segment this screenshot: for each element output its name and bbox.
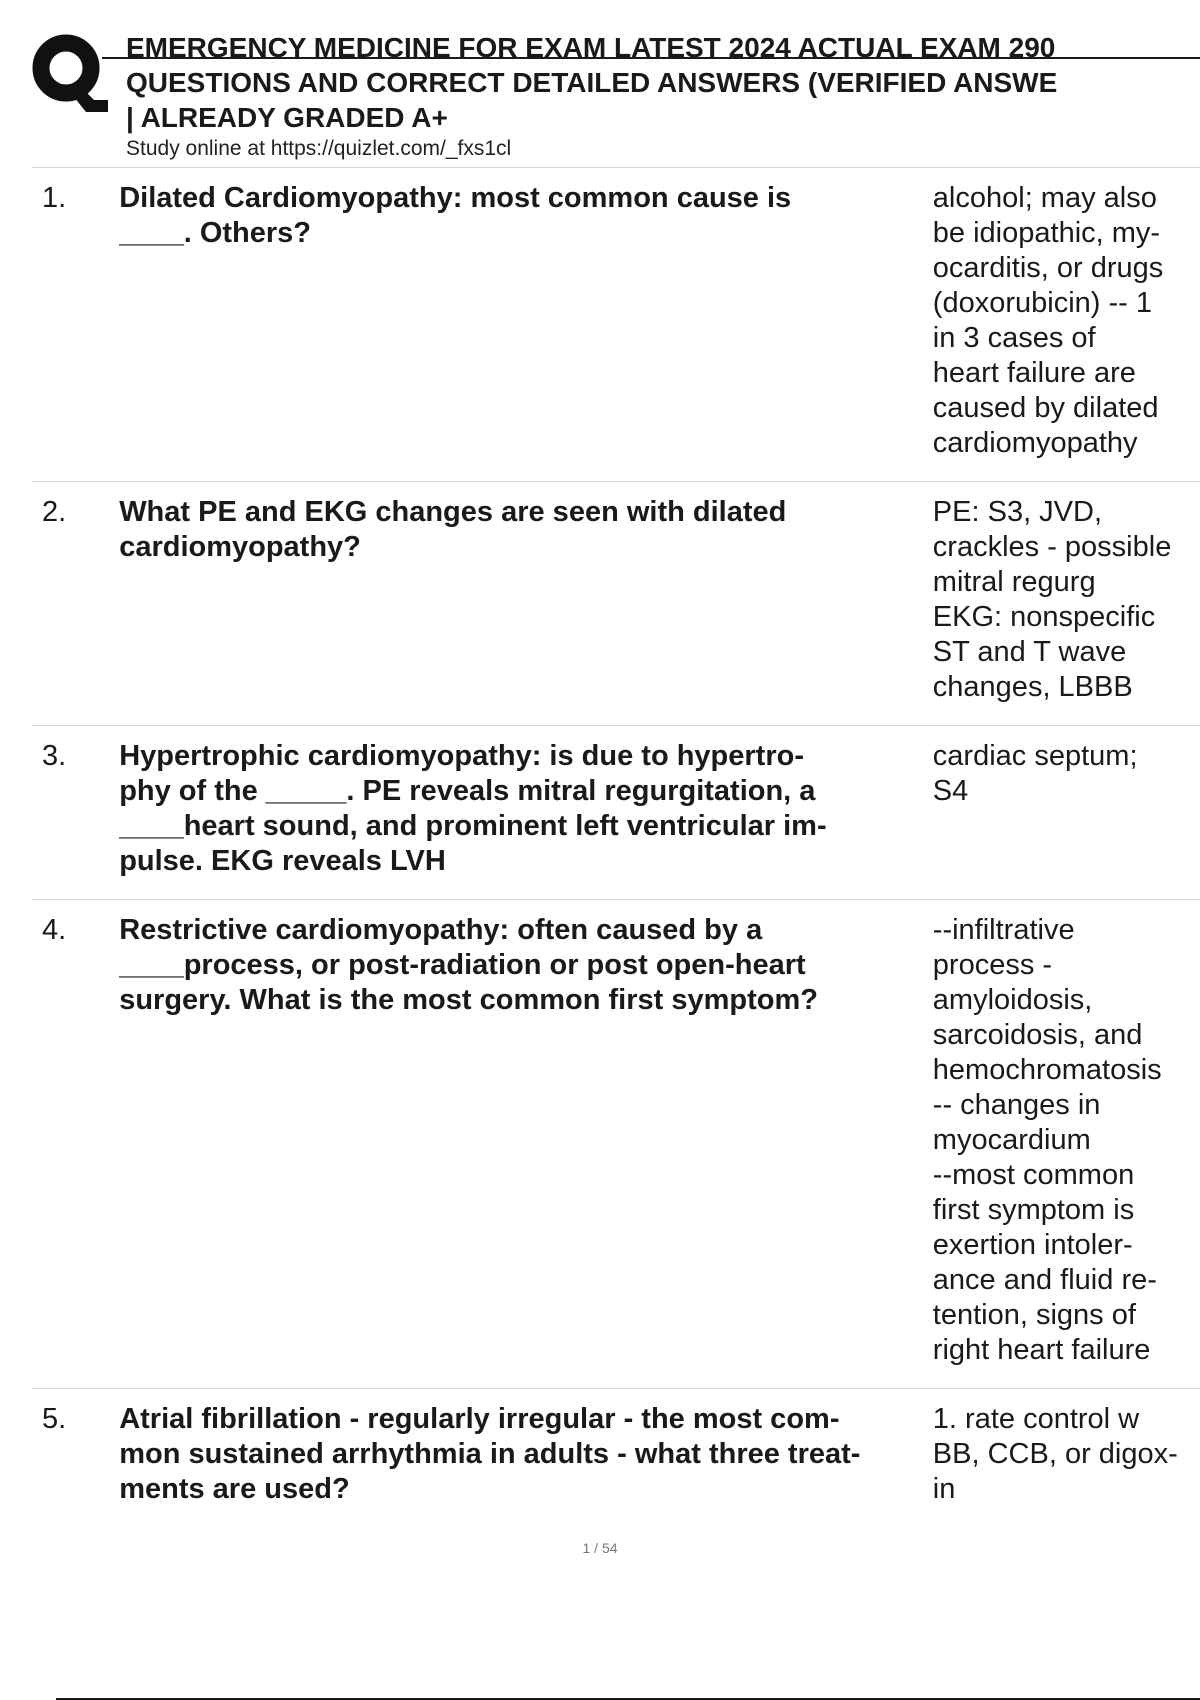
answer-text: [921, 181, 1200, 461]
answer-line: ocarditis, or drugs: [932, 252, 1164, 284]
item-number: 5.: [42, 1403, 67, 1435]
answer-line: myocardium: [932, 1124, 1091, 1156]
answer-line: --most common: [932, 1159, 1135, 1191]
answer-text: [921, 913, 1200, 1368]
answer-line: exertion intoler-: [932, 1229, 1133, 1261]
answer-text: [921, 495, 1200, 705]
qa-row: [32, 481, 1200, 725]
answer-line: cardiomyopathy: [932, 427, 1138, 459]
answer-line: caused by dilated: [932, 392, 1159, 424]
question-line: ments are used?: [119, 1473, 350, 1505]
item-number: 2.: [42, 496, 67, 528]
question-text: [119, 495, 921, 705]
answer-line: hemochromatosis: [932, 1054, 1162, 1086]
question-text: [119, 913, 921, 1368]
title-line: QUESTIONS AND CORRECT DETAILED ANSWERS (VERIFIED ANSWE: [126, 67, 1058, 98]
answer-line: amyloidosis,: [932, 984, 1093, 1016]
document-title: [126, 30, 1200, 135]
question-text: [119, 1402, 921, 1507]
question-line: mon sustained arrhythmia in adults - what three treat-: [119, 1438, 861, 1470]
answer-line: alcohol; may also: [932, 182, 1157, 214]
qa-row: [32, 1388, 1200, 1527]
title-line: | ALREADY GRADED A+: [126, 102, 448, 133]
answer-line: cardiac septum;: [932, 740, 1138, 772]
answer-line: be idiopathic, my-: [932, 217, 1161, 249]
answer-line: EKG: nonspecific: [932, 601, 1156, 633]
answer-line: -- changes in: [932, 1089, 1101, 1121]
qa-list: [32, 167, 1200, 1527]
question-line: ____process, or post-radiation or post open-heart: [119, 949, 806, 981]
qa-row: [32, 725, 1200, 899]
title-line: EMERGENCY MEDICINE FOR EXAM LATEST 2024 ACTUAL EXAM 290: [126, 32, 1056, 63]
answer-line: changes, LBBB: [932, 671, 1133, 703]
item-number: 4.: [42, 914, 67, 946]
question-line: phy of the _____. PE reveals mitral regurgitation, a: [119, 775, 816, 807]
answer-line: right heart failure: [932, 1334, 1151, 1366]
answer-text: [921, 1402, 1200, 1507]
answer-line: sarcoidosis, and: [932, 1019, 1143, 1051]
question-line: ____heart sound, and prominent left ventricular im-: [119, 810, 827, 842]
qa-row: [32, 167, 1200, 481]
answer-line: in 3 cases of: [932, 322, 1096, 354]
answer-line: process -: [932, 949, 1053, 981]
question-line: Dilated Cardiomyopathy: most common cause is: [119, 182, 792, 214]
answer-line: --infiltrative: [932, 914, 1075, 946]
question-line: Hypertrophic cardiomyopathy: is due to hypertro-: [119, 740, 805, 772]
qa-row: [32, 899, 1200, 1388]
question-line: What PE and EKG changes are seen with dilated: [119, 496, 787, 528]
answer-line: in: [932, 1473, 956, 1505]
question-line: cardiomyopathy?: [119, 531, 361, 563]
answer-line: crackles - possible: [932, 531, 1172, 563]
answer-line: BB, CCB, or digox-: [932, 1438, 1178, 1470]
quizlet-q-logo-icon: [30, 30, 110, 112]
item-number: 1.: [42, 182, 67, 214]
answer-line: 1. rate control w: [932, 1403, 1140, 1435]
study-online-link[interactable]: Study online at https://quizlet.com/_fxs1cl: [126, 137, 512, 160]
answer-line: first symptom is: [932, 1194, 1135, 1226]
answer-line: mitral regurg: [932, 566, 1096, 598]
answer-line: tention, signs of: [932, 1299, 1136, 1331]
question-text: [119, 181, 921, 461]
answer-line: (doxorubicin) -- 1: [932, 287, 1152, 319]
page-indicator: 1 / 54: [582, 1540, 618, 1556]
question-line: ____. Others?: [119, 217, 312, 249]
answer-line: PE: S3, JVD,: [932, 496, 1103, 528]
question-line: Atrial fibrillation - regularly irregular - the most com-: [119, 1403, 840, 1435]
question-line: pulse. EKG reveals LVH: [119, 845, 446, 877]
question-text: [119, 739, 921, 879]
answer-text: [921, 739, 1200, 879]
question-line: Restrictive cardiomyopathy: often caused by a: [119, 914, 763, 946]
answer-line: heart failure are: [932, 357, 1136, 389]
answer-line: ST and T wave: [932, 636, 1127, 668]
answer-line: ance and fluid re-: [932, 1264, 1157, 1296]
question-line: surgery. What is the most common first symptom?: [119, 984, 818, 1016]
item-number: 3.: [42, 740, 67, 772]
answer-line: S4: [932, 775, 969, 807]
